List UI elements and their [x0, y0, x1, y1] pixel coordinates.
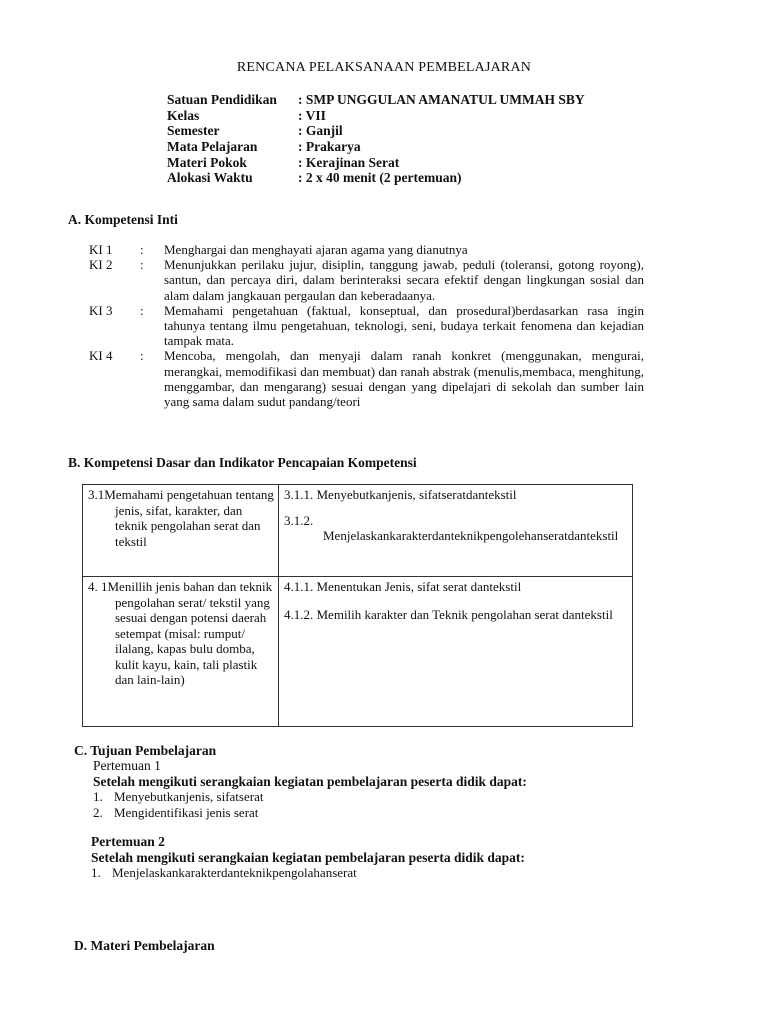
kd-cell: [83, 577, 279, 727]
list-text: Menyebutkanjenis, sifatserat: [114, 789, 264, 804]
ki-code: KI 1: [89, 242, 113, 257]
kompetensi-inti-list: [89, 242, 644, 409]
indikator-item: [284, 513, 628, 544]
indikator-text: Menentukan Jenis, sifat serat dantekstil: [316, 579, 522, 594]
identity-label: Kelas: [167, 107, 200, 123]
identity-value: : SMP UNGGULAN AMANATUL UMMAH SBY: [298, 92, 585, 107]
meeting-intro: Setelah mengikuti serangkaian kegiatan pembelajaran peserta didik dapat:: [93, 773, 527, 789]
kd-indikator-table: [82, 484, 633, 727]
indikator-cell: [279, 485, 633, 577]
indikator-text: Menyebutkanjenis, sifatseratdantekstil: [316, 487, 517, 502]
ki-text: Memahami pengetahuan (faktual, konseptual, dan prosedural)berdasarkan rasa ingin tahunya tentang ilmu pengetahuan, teknologi, seni, budaya terkait fenomena dan kejadian tampak mata.: [164, 302, 644, 349]
ki-item: [89, 242, 644, 257]
identity-label: Alokasi Waktu: [167, 170, 253, 186]
ki-text: Menunjukkan perilaku jujur, disiplin, tanggung jawab, peduli (toleransi, gotong royong), santun, dan percaya diri, dalam berinteraksi secara efektif dengan lingkungan sosial dan alam dalam jangkauan pergaulan dan keberadaanya.: [164, 257, 644, 303]
meeting-2-block: [91, 834, 525, 881]
ki-item: [89, 303, 644, 349]
indikator-text: Memilih karakter dan Teknik pengolahan serat dantekstil: [316, 606, 613, 622]
identity-row: [167, 139, 585, 155]
list-text: Mengidentifikasi jenis serat: [114, 804, 259, 820]
ki-code: KI 4: [89, 348, 113, 364]
identity-value: : 2 x 40 menit (2 pertemuan): [298, 170, 462, 186]
indikator-text: Menjelaskankarakterdanteknikpengolehanseratdantekstil: [323, 528, 619, 543]
meeting-title: Pertemuan 1: [93, 758, 161, 773]
section-d-heading: D. Materi Pembelajaran: [74, 938, 215, 953]
table-row: [83, 577, 633, 727]
meeting-intro: Setelah mengikuti serangkaian kegiatan pembelajaran peserta didik dapat:: [91, 849, 525, 865]
document-title: RENCANA PELAKSANAAN PEMBELAJARAN: [236, 60, 532, 75]
indikator-item: [284, 579, 628, 595]
meeting-title: Pertemuan 2: [91, 834, 165, 849]
identity-row: [167, 123, 585, 139]
ki-text: Menghargai dan menghayati ajaran agama yang dianutnya: [164, 242, 468, 257]
ki-colon: :: [140, 302, 144, 318]
list-item: [91, 865, 525, 881]
section-a-heading: A. Kompetensi Inti: [68, 212, 178, 227]
identity-label: Semester: [167, 123, 220, 139]
section-b-heading: B. Kompetensi Dasar dan Indikator Pencapaian Kompetensi: [68, 455, 417, 470]
kd-text: 4. 1Menillih jenis bahan dan teknik pengolahan serat/ tekstil yang sesuai dengan potensi daerah setempat (misal: rumput/ ilalang, kapas bulu domba, kulit kayu, kain, tali plastik dan lain-lain): [88, 579, 273, 687]
identity-label: Satuan Pendidikan: [167, 92, 277, 107]
indikator-number: 3.1.1.: [284, 487, 314, 502]
list-item: [93, 789, 527, 805]
identity-row: [167, 170, 585, 186]
ki-colon: :: [140, 348, 144, 364]
identity-label: Materi Pokok: [167, 154, 247, 170]
ki-code: KI 2: [89, 257, 113, 273]
ki-colon: :: [140, 242, 144, 257]
ki-text: Mencoba, mengolah, dan menyaji dalam ranah konkret (menggunakan, mengurai, merangkai, memodifikasi dan membuat) dan ranah abstrak (menulis,membaca, menghitung, menggambar, dan mengarang) sesuai dengan yang dipelajari di sekolah dan sumber lain yang sama dalam sudut pandang/teori: [164, 348, 644, 410]
identity-row: [167, 155, 585, 171]
identity-label: Mata Pelajaran: [167, 139, 258, 155]
indikator-number: 4.1.2.: [284, 606, 314, 622]
meeting-1-block: [93, 758, 527, 820]
kd-cell: [83, 485, 279, 577]
identity-value: : VII: [298, 107, 326, 123]
identity-row: [167, 108, 585, 124]
ki-item: [89, 257, 644, 303]
indikator-item: [284, 607, 628, 623]
indikator-number: 4.1.1.: [284, 579, 314, 594]
list-text: Menjelaskankarakterdanteknikpengolahanserat: [112, 865, 357, 880]
ki-colon: :: [140, 257, 144, 273]
identity-block: [167, 92, 585, 186]
indikator-cell: [279, 577, 633, 727]
identity-row: [167, 92, 585, 108]
list-number: 2.: [93, 804, 103, 820]
identity-value: : Ganjil: [298, 123, 343, 139]
ki-code: KI 3: [89, 302, 113, 318]
indikator-item: [284, 487, 628, 503]
list-number: 1.: [93, 789, 103, 804]
table-row: [83, 485, 633, 577]
section-c-heading: C. Tujuan Pembelajaran: [74, 743, 217, 758]
indikator-number: 3.1.2.: [284, 512, 314, 528]
identity-value: : Kerajinan Serat: [298, 154, 400, 170]
ki-item: [89, 348, 644, 409]
list-number: 1.: [91, 865, 101, 880]
kd-text: 3.1Memahami pengetahuan tentang jenis, sifat, karakter, dan teknik pengolahan serat dan tekstil: [88, 487, 274, 549]
identity-value: : Prakarya: [298, 139, 361, 155]
list-item: [93, 805, 527, 821]
